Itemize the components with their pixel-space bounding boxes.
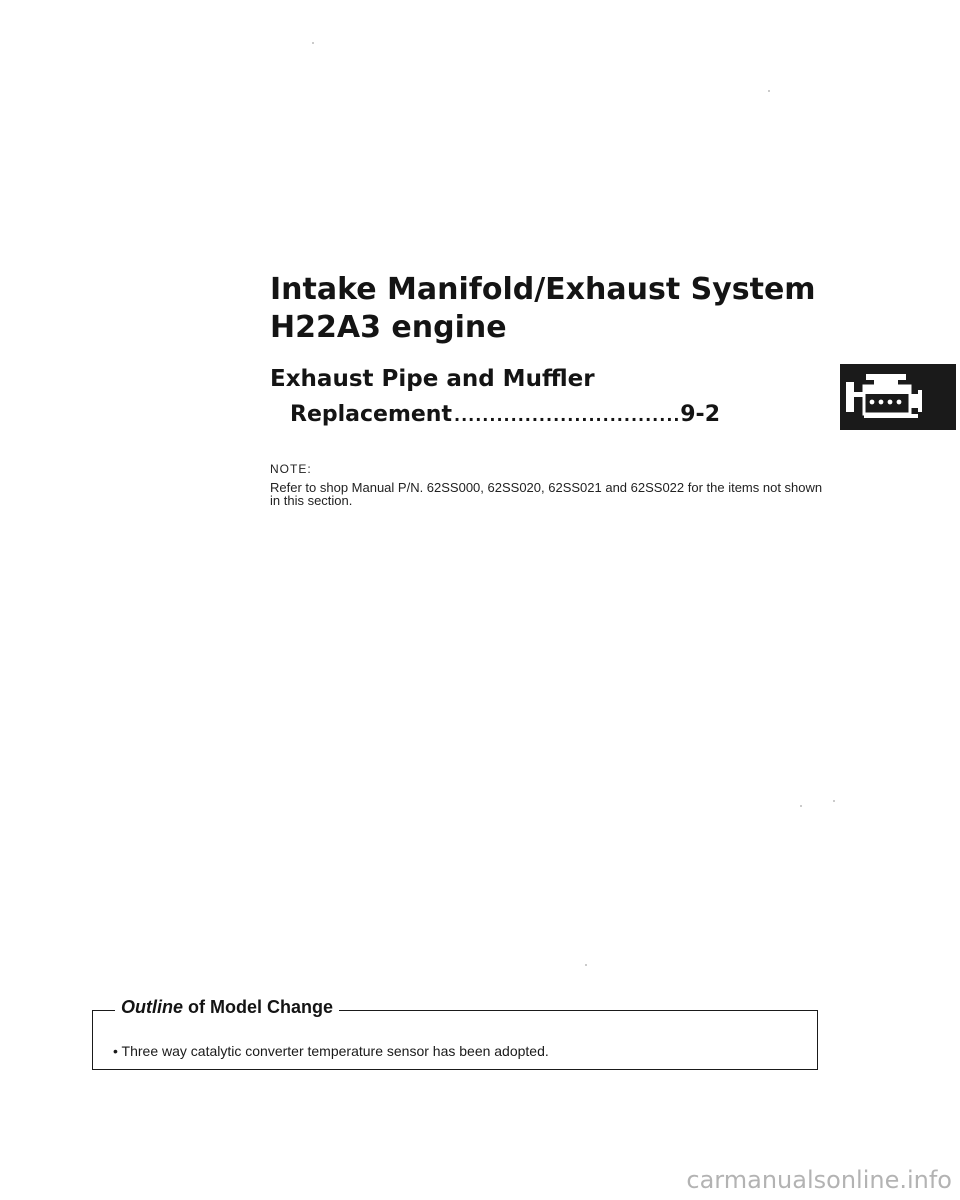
section-heading: Exhaust Pipe and Muffler bbox=[270, 366, 595, 392]
chapter-title: Intake Manifold/Exhaust System bbox=[270, 272, 816, 307]
note-body: Refer to shop Manual P/N. 62SS000, 62SS020, 62SS021 and 62SS022 for the items not shown in this section. bbox=[270, 480, 823, 508]
watermark: carmanualsonline.info bbox=[686, 1166, 952, 1194]
section-tab bbox=[840, 364, 956, 430]
note-heading: NOTE: bbox=[270, 462, 312, 476]
toc-entry-label: Replacement bbox=[290, 402, 452, 427]
outline-title bbox=[115, 997, 339, 1018]
scan-speck bbox=[833, 800, 835, 802]
chapter-subtitle: H22A3 engine bbox=[270, 310, 507, 345]
scan-speck bbox=[585, 964, 587, 966]
toc-entry-page: 9-2 bbox=[680, 402, 720, 427]
outline-title-rest: of Model Change bbox=[183, 997, 333, 1017]
outline-of-model-change-box bbox=[92, 997, 818, 1070]
scan-speck bbox=[312, 42, 314, 44]
toc-leader-dots bbox=[454, 406, 678, 425]
outline-title-italic: Outline bbox=[121, 997, 183, 1017]
scan-speck bbox=[768, 90, 770, 92]
toc-entry-replacement[interactable] bbox=[290, 402, 720, 436]
scan-speck bbox=[800, 805, 802, 807]
outline-item: • Three way catalytic converter temperature sensor has been adopted. bbox=[113, 1043, 549, 1059]
engine-icon bbox=[840, 364, 956, 430]
